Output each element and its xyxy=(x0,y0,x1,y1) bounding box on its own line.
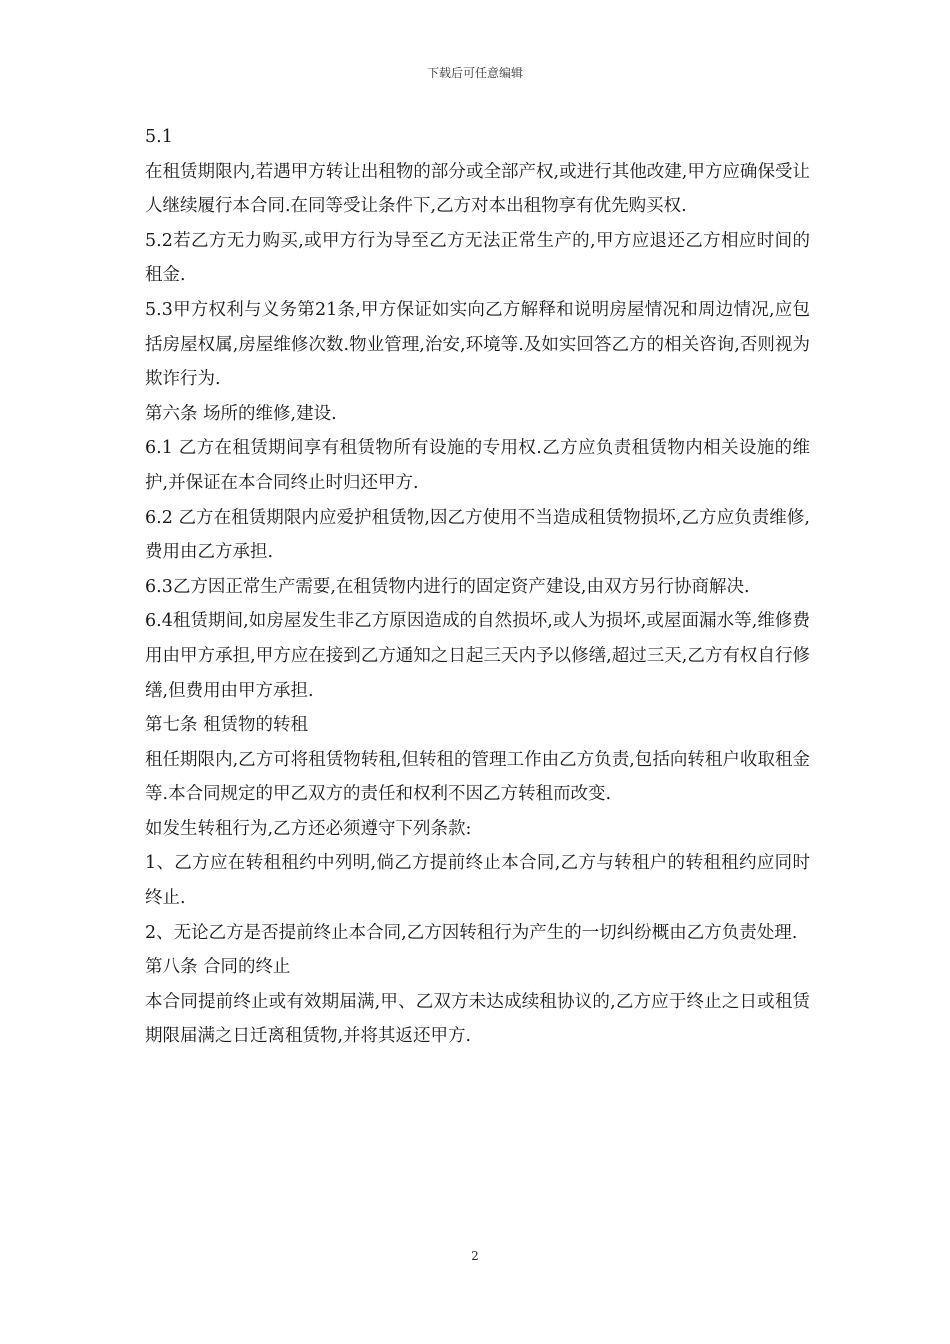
paragraph-6-3: 6.3乙方因正常生产需要,在租赁物内进行的固定资产建设,由双方另行协商解决. xyxy=(145,576,750,597)
paragraph-5-3: 5.3甲方权利与义务第21条,甲方保证如实向乙方解释和说明房屋情况和周边情况,应包括房屋权属,房屋维修次数.物业管理,治安,环境等.及如实回答乙方的相关咨询,否则视为欺诈行为. xyxy=(145,299,810,390)
paragraph-6-2: 6.2 乙方在租赁期限内应爱护租赁物,因乙方使用不当造成租赁物损坏,乙方应负责维修,费用由乙方承担. xyxy=(145,507,810,563)
section-heading-8: 第八条 合同的终止 xyxy=(145,957,291,978)
paragraph-8-body: 本合同提前终止或有效期届满,甲、乙双方未达成续租协议的,乙方应于终止之日或租赁期限届满之日迁离租赁物,并将其返还甲方. xyxy=(145,991,810,1047)
page-number: 2 xyxy=(471,1249,479,1263)
document-body xyxy=(145,120,810,1054)
paragraph-5-1-heading: 5.1 xyxy=(145,127,173,147)
paragraph-5-1: 在租赁期限内,若遇甲方转让出租物的部分或全部产权,或进行其他改建,甲方应确保受让人继续履行本合同.在同等受让条件下,乙方对本出租物享有优先购买权. xyxy=(145,161,810,217)
paragraph-6-4: 6.4租赁期间,如房屋发生非乙方原因造成的自然损坏,或人为损坏,或屋面漏水等,维修费用由甲方承担,甲方应在接到乙方通知之日起三天内予以修缮,超过三天,乙方有权自行修缮,但费用由甲方承担. xyxy=(145,611,810,701)
paragraph-7-body: 租任期限内,乙方可将租赁物转租,但转租的管理工作由乙方负责,包括向转租户收取租金等.本合同规定的甲乙双方的责任和权利不因乙方转租而改变. xyxy=(145,749,810,805)
paragraph-7-item-1: 1、乙方应在转租租约中列明,倘乙方提前终止本合同,乙方与转租户的转租租约应同时终止. xyxy=(145,853,810,909)
section-heading-6: 第六条 场所的维修,建设. xyxy=(145,403,337,424)
paragraph-5-2: 5.2若乙方无力购买,或甲方行为导至乙方无法正常生产的,甲方应退还乙方相应时间的租金. xyxy=(145,230,810,286)
paragraph-6-1: 6.1 乙方在租赁期间享有租赁物所有设施的专用权.乙方应负责租赁物内相关设施的维护,并保证在本合同终止时归还甲方. xyxy=(145,438,810,493)
page-header: 下载后可任意编辑 xyxy=(426,66,523,80)
paragraph-7-item-2: 2、无论乙方是否提前终止本合同,乙方因转租行为产生的一切纠纷概由乙方负责处理. xyxy=(145,922,798,943)
paragraph-7-intro: 如发生转租行为,乙方还必须遵守下列条款: xyxy=(145,818,472,839)
section-heading-7: 第七条 租赁物的转租 xyxy=(145,715,309,736)
